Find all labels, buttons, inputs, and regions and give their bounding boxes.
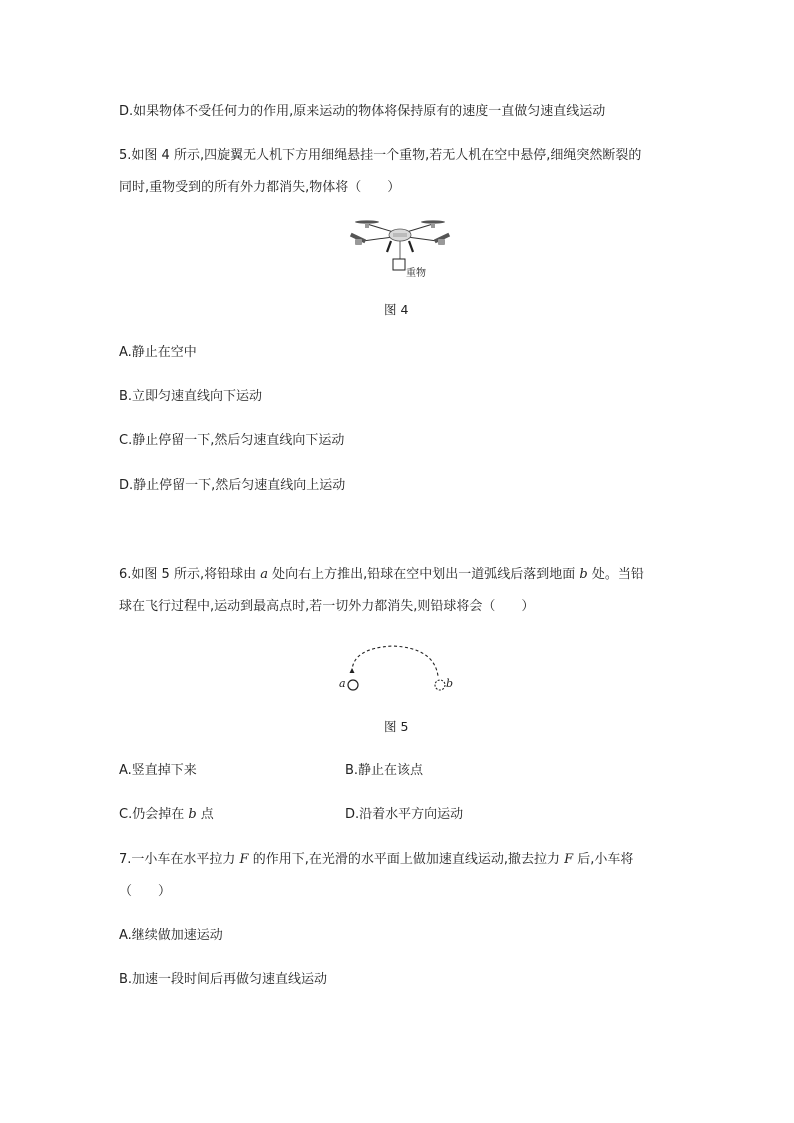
q6-option-c-part2: 点 [196, 807, 214, 822]
fig5-point-b: b [446, 677, 454, 690]
force-f-symbol: F [239, 852, 249, 867]
q6-stem-part2: 处向右上方推出,铅球在空中划出一道弧线后落到地面 [267, 567, 580, 582]
q6-stem-part1: 6.如图 5 所示,将铅球由 [119, 567, 261, 582]
q5-stem-line1: 5.如图 4 所示,四旋翼无人机下方用细绳悬挂一个重物,若无人机在空中悬停,细绳突然断裂的 [119, 148, 642, 163]
q6-option-c-var: b [188, 807, 197, 822]
q6-option-a: A.竖直掉下来 [119, 763, 197, 778]
q6-stem-part3: 处。当铅 [587, 567, 644, 582]
q5-option-c: C.静止停留一下,然后匀速直线向下运动 [119, 433, 345, 448]
q7-stem-part1: 7.一小车在水平拉力 [119, 852, 240, 867]
q5-option-d: D.静止停留一下,然后匀速直线向上运动 [119, 478, 346, 493]
q7-stem-part2: 的作用下,在光滑的水平面上做加速直线运动,撤去拉力 [248, 852, 565, 867]
q5-option-b: B.立即匀速直线向下运动 [119, 389, 263, 404]
figure-5-caption: 图 5 [384, 719, 409, 734]
drone-figure [345, 214, 455, 280]
q6-option-c [119, 806, 214, 824]
point-b-label: b [579, 567, 588, 582]
q6-stem-line1 [119, 566, 644, 584]
weight-label: 重物 [406, 268, 426, 279]
q6-option-c-part1: C.仍会掉在 [119, 807, 189, 822]
q5-option-a: A.静止在空中 [119, 345, 197, 360]
q7-stem-part3: 后,小车将 [573, 852, 634, 867]
q6-stem-line2: 球在飞行过程中,运动到最高点时,若一切外力都消失,则铅球将会（ ） [119, 599, 535, 614]
figure-4-caption: 图 4 [384, 302, 409, 317]
shot-put-figure [335, 640, 460, 696]
q7-stem-line2: （ ） [119, 884, 172, 899]
force-f-symbol-2: F [564, 852, 574, 867]
q6-option-b: B.静止在该点 [345, 763, 424, 778]
point-a-label: a [260, 567, 268, 582]
q4-option-d: D.如果物体不受任何力的作用,原来运动的物体将保持原有的速度一直做匀速直线运动 [119, 104, 606, 119]
q6-option-d: D.沿着水平方向运动 [345, 807, 464, 822]
q7-stem-line1 [119, 851, 633, 869]
q5-stem-line2: 同时,重物受到的所有外力都消失,物体将（ ） [119, 180, 401, 195]
fig5-point-a: a [339, 677, 346, 690]
q7-option-a: A.继续做加速运动 [119, 928, 223, 943]
q7-option-b: B.加速一段时间后再做匀速直线运动 [119, 972, 328, 987]
